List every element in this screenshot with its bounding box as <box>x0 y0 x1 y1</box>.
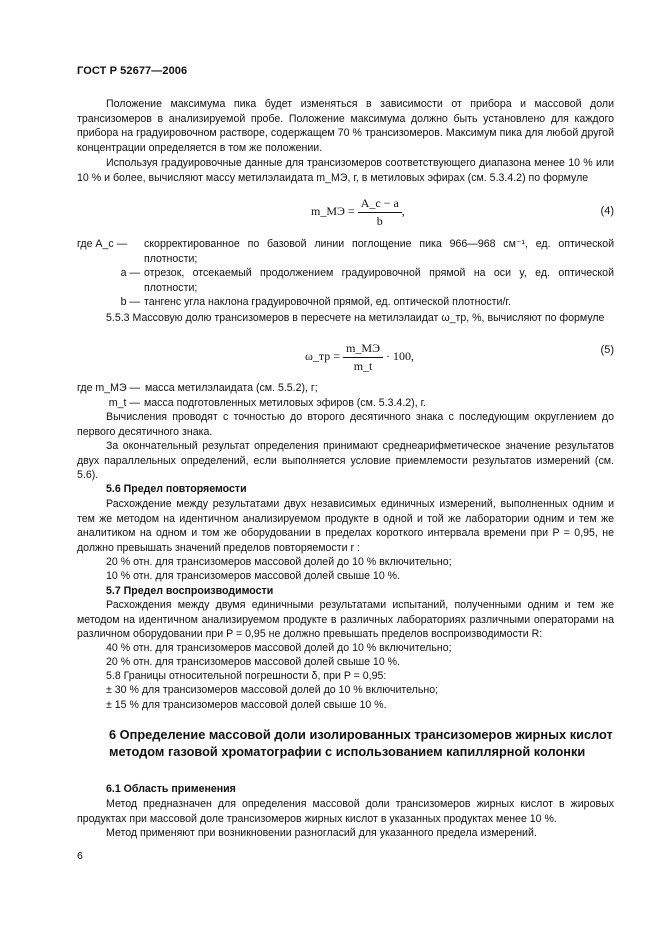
section-5-8-title: 5.8 Границы относительной погрешности δ, при P = 0,95: <box>106 670 387 682</box>
section-5-6-item: 20 % отн. для трансизомеров массовой долей до 10 % включительно; <box>106 556 452 568</box>
section-6-1-paragraph-2: Метод применяют при возникновении разногласий для указанного предела измерений. <box>106 827 537 839</box>
page-header: ГОСТ Р 52677—2006 <box>77 65 188 77</box>
definition-text: масса метилэлаидата (см. 5.5.2), г; <box>145 382 318 394</box>
formula-5 <box>305 341 414 373</box>
section-6-heading: 6 Определение массовой доли изолированных трансизомеров жирных кислот методом газовой хроматографии с использованием капиллярной колонки <box>109 727 613 759</box>
section-5-7-title: 5.7 Предел воспроизводимости <box>106 585 274 597</box>
formula-5-lhs: ω_тр = <box>305 348 341 363</box>
section-5-8-item: ± 15 % для трансизомеров массовой долей свыше 10 %. <box>106 699 387 711</box>
definition-text: тангенс угла наклона градуировочной прямой, ед. оптической плотности/г. <box>144 296 511 309</box>
formula-4-numerator: A_с − a <box>358 196 402 213</box>
section-5-6-title: 5.6 Предел повторяемости <box>106 483 247 495</box>
definition-row <box>77 237 614 266</box>
definition-label: где A_с — <box>77 238 128 250</box>
formula-5-definitions <box>77 381 614 410</box>
definition-label: где m_МЭ — <box>77 382 141 394</box>
formula-4 <box>311 196 405 228</box>
section-5-6-text: Расхождение между результатами двух независимых единичных измерений, выполненных одним и тем же методом на идентичном анализируемом продукте в одной и той же лаборатории одним и тем же аналитиком на одном и том же оборудовании в пределах короткого интервала времени при P = 0,95, не должно превышать значений пределов повторяемости r : <box>77 498 614 554</box>
definition-row <box>77 266 614 295</box>
definition-row <box>77 396 614 411</box>
formula-4-definitions <box>77 237 614 310</box>
section-6-1-paragraph-1: Метод предназначен для определения массовой доли трансизомеров жирных кислот в жировых продуктах при массовой доле трансизомеров жирных кислот в указанных продуктах менее 10 %. <box>77 798 614 825</box>
definition-row <box>77 381 614 396</box>
page-number: 6 <box>77 850 83 862</box>
section-5-7-text: Расхождения между двумя единичными результатами испытаний, полученными одним и тем же методом на идентичном анализируемом продукте в различных лабораториях различными операторами на различном оборудовании при P = 0,95 не должно превышать пределов воспроизводимости R: <box>77 599 614 641</box>
definition-row <box>77 295 614 310</box>
formula-5-numerator: m_МЭ <box>343 341 383 358</box>
section-5-5-3: 5.5.3 Массовую долю трансизомеров в пересчете на метилэлаидат ω_тр, %, вычисляют по формуле <box>106 312 605 324</box>
formula-4-tail: , <box>401 203 405 218</box>
section-5-8-item: ± 30 % для трансизомеров массовой долей до 10 % включительно; <box>106 684 439 696</box>
formula-5-number: (5) <box>600 344 614 356</box>
formula-4-denominator: b <box>376 213 383 228</box>
formula-5-denominator: m_t <box>353 358 373 373</box>
formula-4-number: (4) <box>600 205 614 217</box>
section-5-6-item: 10 % отн. для трансизомеров массовой долей свыше 10 %. <box>106 570 401 582</box>
definition-text: отрезок, отсекаемый продолжением градуировочной прямой на оси y, ед. оптической плотности; <box>144 267 614 294</box>
final-result-paragraph: За окончательный результат определения принимают среднеарифметическое значение результатов двух параллельных определений, если выполняется условие приемлемости результатов измерений (см. 5.6). <box>77 440 614 482</box>
intro-paragraph-2: Используя градуировочные данные для трансизомеров соответствующего диапазона менее 10 % или 10 % и более, вычисляют массу метилэлаидата m_МЭ, г, в метиловых эфирах (см. 5.3.4.2) по формуле <box>77 157 614 184</box>
section-6-1-title: 6.1 Область применения <box>106 783 236 795</box>
formula-5-tail: · 100, <box>386 348 414 363</box>
definition-text: масса подготовленных метиловых эфиров (см. 5.3.4.2), г. <box>144 396 427 409</box>
definition-label: a — <box>120 267 140 280</box>
definition-label: m_t — <box>108 396 140 409</box>
formula-4-lhs: m_МЭ = <box>311 203 355 218</box>
definition-text: скорректированное по базовой линии поглощение пика 966—968 см⁻¹, ед. оптической плотности; <box>144 238 614 265</box>
section-5-7-item: 40 % отн. для трансизомеров массовой долей до 10 % включительно; <box>106 642 452 654</box>
rounding-paragraph: Вычисления проводят с точностью до второго десятичного знака с последующим округлением до первого десятичного знака. <box>77 411 614 438</box>
definition-label: b — <box>120 296 140 309</box>
section-5-7-item: 20 % отн. для трансизомеров массовой долей свыше 10 %. <box>106 656 401 668</box>
intro-paragraph-1: Положение максимума пика будет изменяться в зависимости от прибора и массовой доли трансизомеров в анализируемой пробе. Положение максимума должно быть установлено для каждого прибора на градуировочном растворе, содержащем 70 % трансизомеров. Максимум пика для любой другой концентрации определяется в том же положении. <box>77 98 614 154</box>
